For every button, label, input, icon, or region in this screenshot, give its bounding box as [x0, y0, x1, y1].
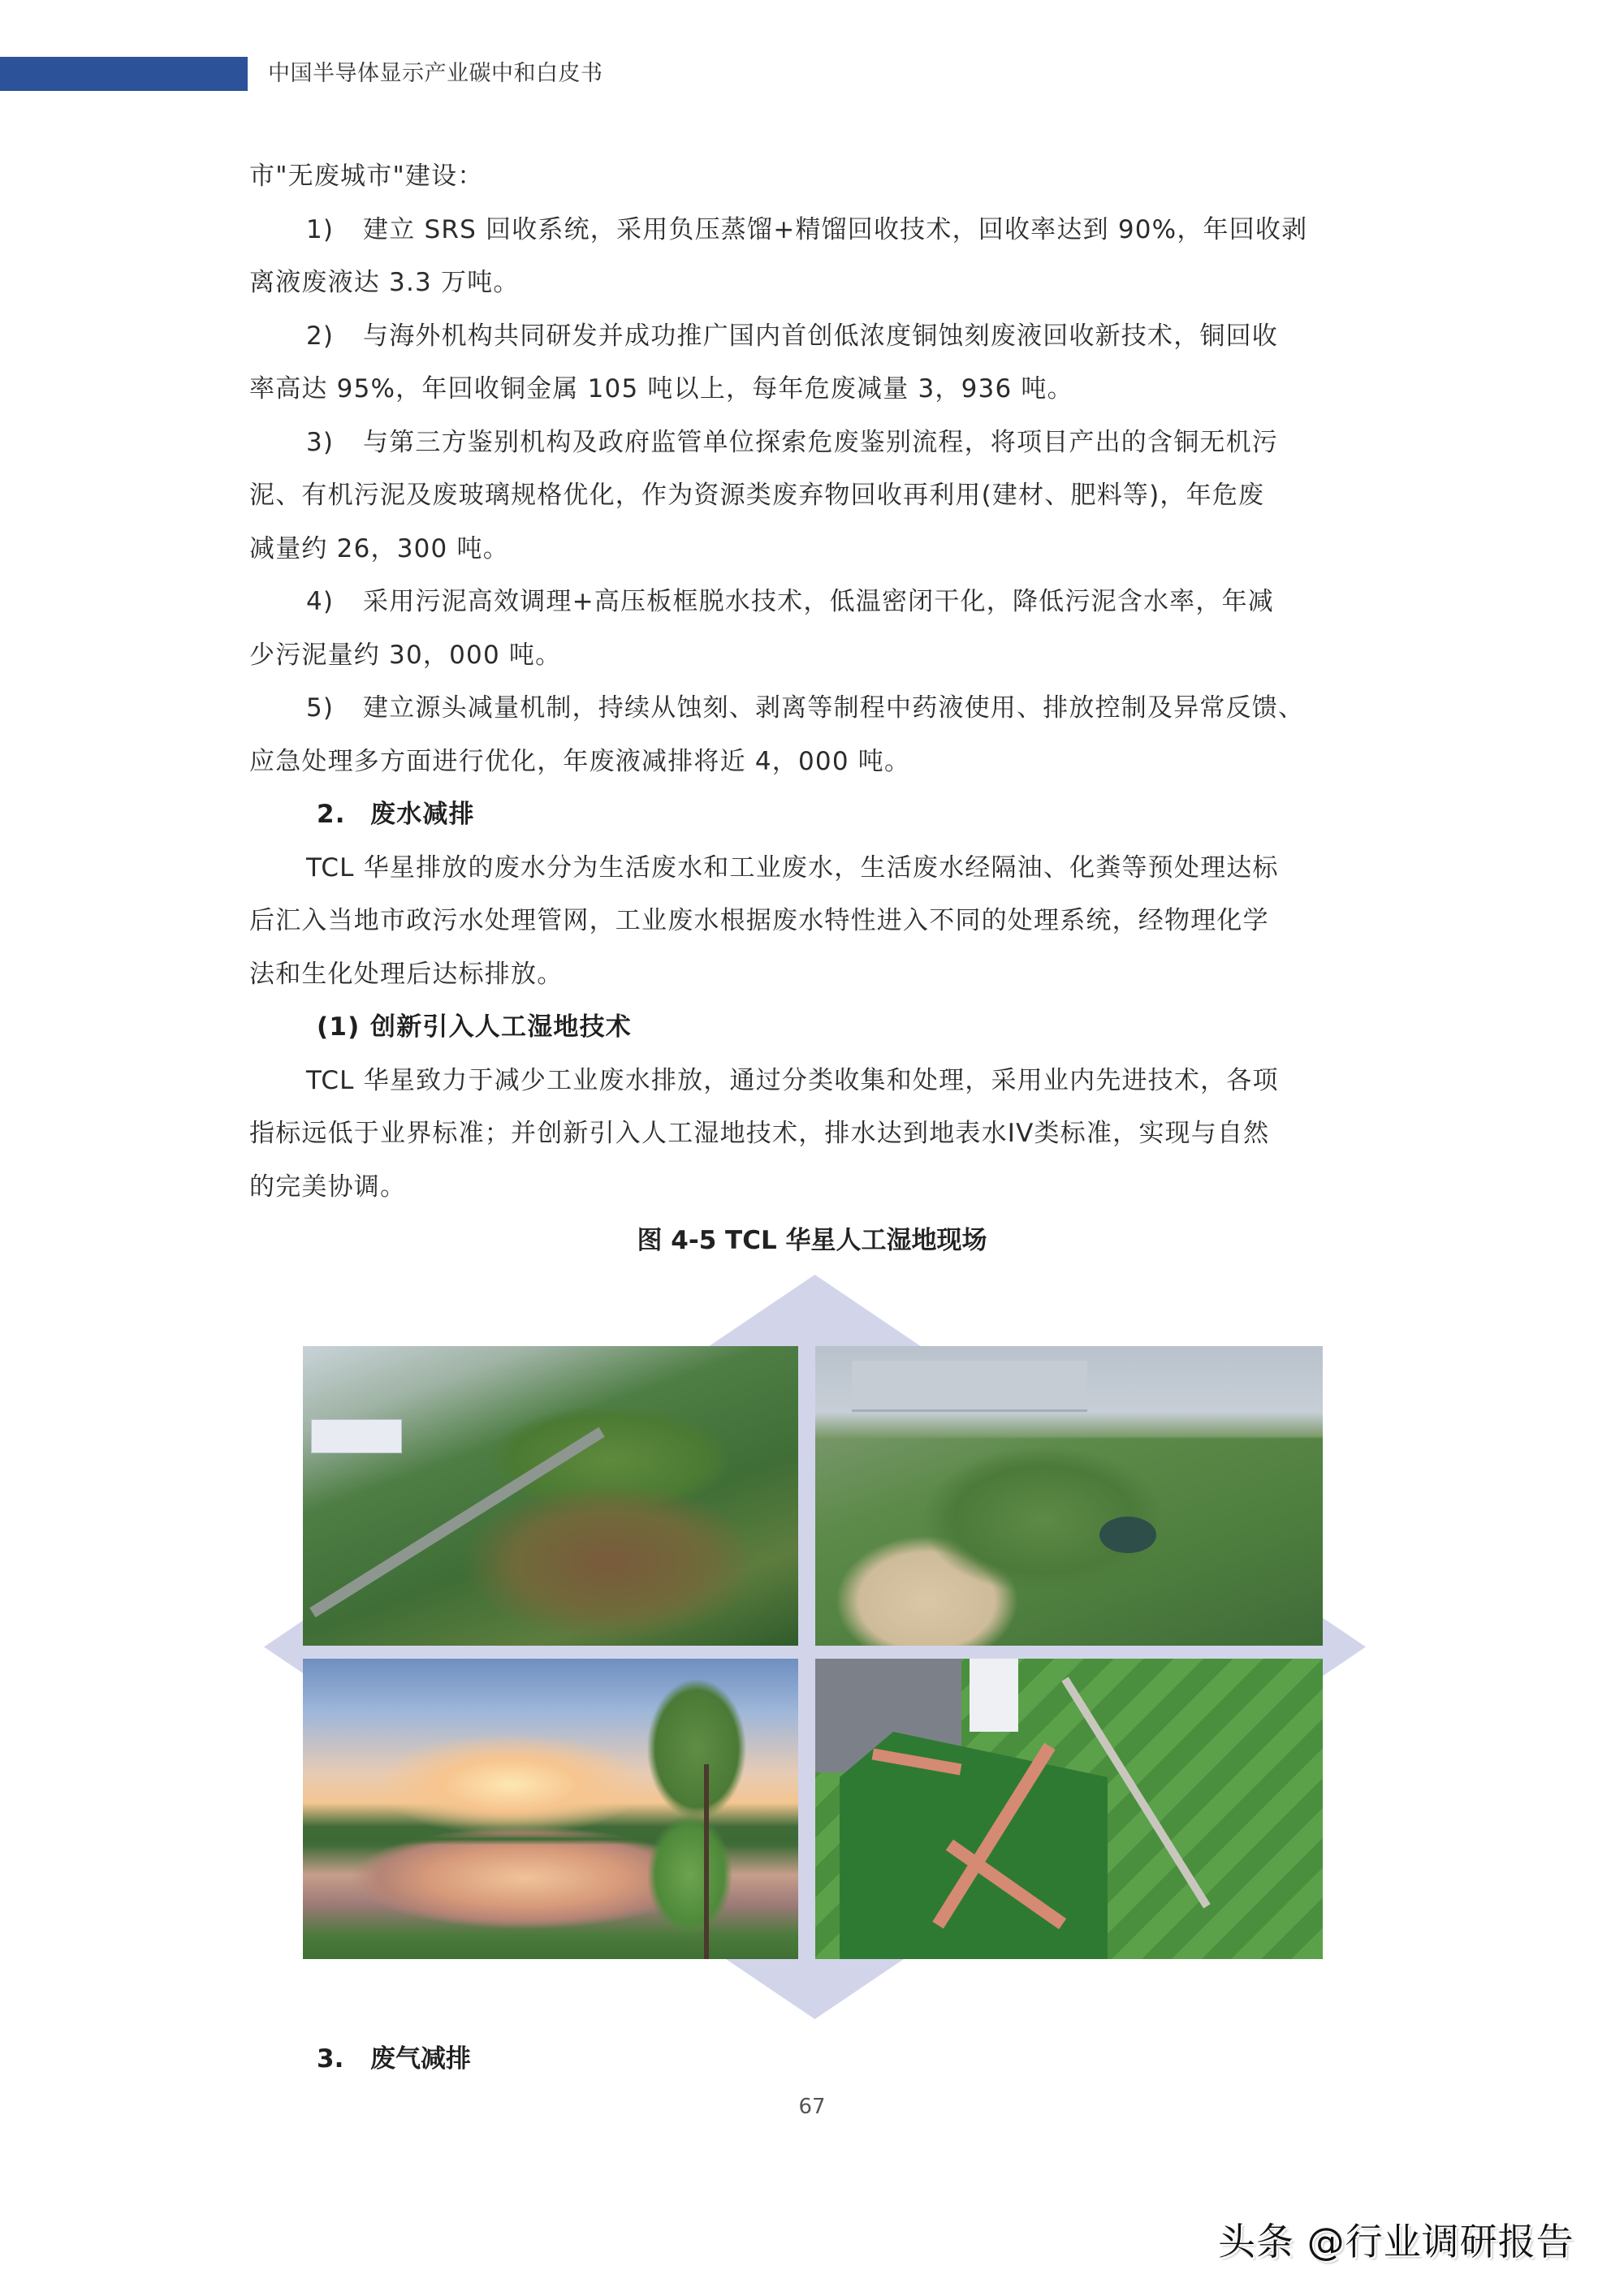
- photo-wetland-aerial-1: [303, 1346, 798, 1646]
- paragraph-line: 少污泥量约 30，000 吨。: [249, 640, 562, 670]
- photo-wetland-aerial-2: [815, 1346, 1323, 1646]
- section-title: 创新引入人工湿地技术: [370, 1012, 632, 1042]
- header-accent-bar: [0, 57, 248, 91]
- list-item-text: 采用污泥高效调理+高压板框脱水技术，低温密闭干化，降低污泥含水率，年减: [363, 587, 1274, 616]
- photo-wetland-sunset: [303, 1659, 798, 1959]
- page-number: 67: [798, 2095, 826, 2119]
- building: [970, 1659, 1018, 1732]
- list-item-text: 建立 SRS 回收系统，采用负压蒸馏+精馏回收技术，回收率达到 90%，年回收剥: [363, 214, 1308, 244]
- factory-building: [852, 1361, 1087, 1412]
- paragraph-line: 指标远低于业界标准；并创新引入人工湿地技术，排水达到地表水IV类标准，实现与自然: [249, 1119, 1270, 1148]
- road: [309, 1427, 605, 1617]
- paragraph-line: 法和生化处理后达标排放。: [249, 959, 564, 989]
- pond: [1099, 1517, 1156, 1553]
- figure-caption: 图 4-5 TCL 华星人工湿地现场: [637, 1226, 987, 1255]
- list-item: [249, 204, 1394, 257]
- list-item-number: 1): [306, 214, 335, 244]
- factory-building: [311, 1419, 402, 1453]
- paragraph-line: 泥、有机污泥及废玻璃规格优化，作为资源类废弃物回收再利用(建材、肥料等)，年危废: [249, 481, 1265, 510]
- section-heading: [249, 1001, 1394, 1055]
- list-item: [249, 310, 1394, 364]
- tree-trunk: [704, 1764, 709, 1959]
- paragraph-line: TCL 华星排放的废水分为生活废水和工业废水，生活废水经隔油、化粪等预处理达标: [306, 852, 1279, 883]
- list-item-text: 与第三方鉴别机构及政府监管单位探索危废鉴别流程，将项目产出的含铜无机污: [363, 427, 1278, 457]
- tree: [628, 1659, 766, 1959]
- paragraph-line: 率高达 95%，年回收铜金属 105 吨以上，每年危废减量 3，936 吨。: [249, 374, 1073, 404]
- list-item-number: 4): [306, 587, 335, 616]
- wetland-pool: [840, 1732, 1108, 1959]
- list-item-number: 5): [306, 693, 335, 723]
- document-title: 中国半导体显示产业碳中和白皮书: [268, 61, 603, 86]
- paragraph-line: 的完美协调。: [249, 1172, 407, 1202]
- section-heading-exhaust-reduction: [317, 2036, 471, 2082]
- list-item: [249, 416, 1394, 470]
- paragraph-line: 离液废液达 3.3 万吨。: [249, 268, 520, 297]
- section-number: (1): [317, 1012, 361, 1042]
- list-item-number: 3): [306, 427, 335, 457]
- list-item: [249, 576, 1394, 629]
- body-text: [249, 150, 1394, 1214]
- paragraph-line: 市"无废城市"建设：: [249, 162, 484, 191]
- paragraph-line: 应急处理多方面进行优化，年废液减排将近 4，000 吨。: [249, 746, 911, 776]
- section-heading: [249, 788, 1394, 842]
- list-item: [249, 682, 1394, 736]
- photo-wetland-walkway: [815, 1659, 1323, 1959]
- paragraph-line: 减量约 26，300 吨。: [249, 533, 509, 563]
- list-item-number: 2): [306, 321, 335, 351]
- section-title: 废水减排: [370, 800, 475, 829]
- section-number: 3.: [317, 2044, 344, 2074]
- watermark: 头条 @行业调研报告: [1218, 2220, 1574, 2264]
- paragraph-line: TCL 华星致力于减少工业废水排放，通过分类收集和处理，采用业内先进技术，各项: [306, 1065, 1279, 1095]
- section-number: 2.: [317, 800, 346, 829]
- list-item-text: 与海外机构共同研发并成功推广国内首创低浓度铜蚀刻废液回收新技术，铜回收: [363, 321, 1278, 351]
- section-title: 废气减排: [370, 2044, 471, 2074]
- paragraph-line: 后汇入当地市政污水处理管网，工业废水根据废水特性进入不同的处理系统，经物理化学: [249, 906, 1269, 935]
- list-item-text: 建立源头减量机制，持续从蚀刻、剥离等制程中药液使用、排放控制及异常反馈、: [363, 693, 1305, 723]
